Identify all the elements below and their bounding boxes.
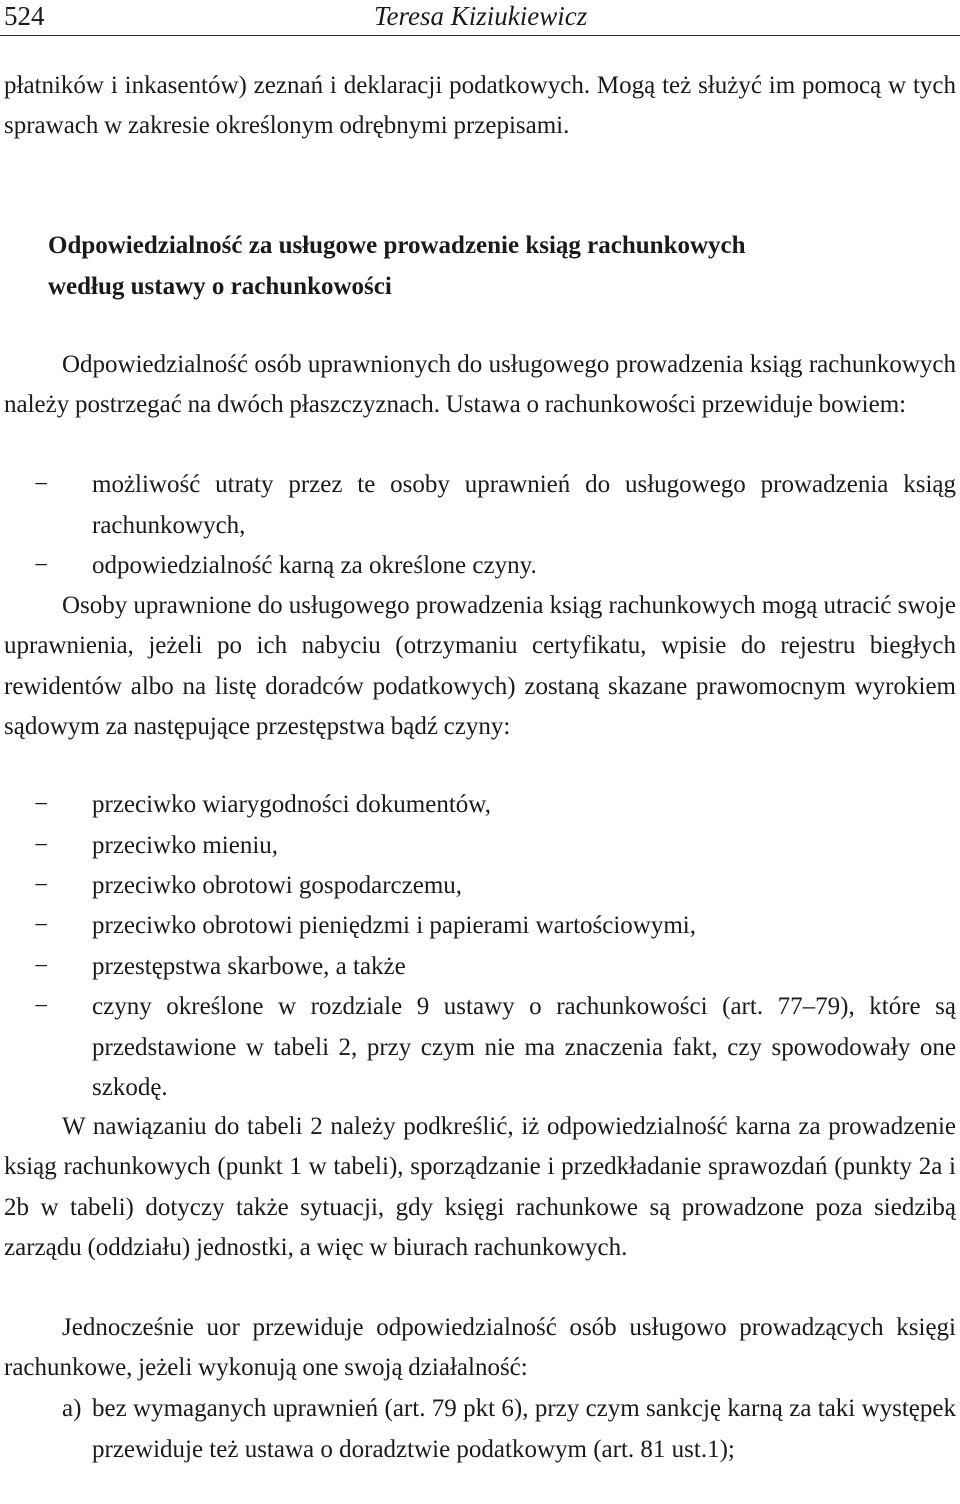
dash-marker: − [34, 993, 49, 1020]
list-item-text: czyny określone w rozdziale 9 ustawy o rachunkowości (art. 77–79), które są przedstawione w tabeli 2, przy czym nie ma znaczenia fakt, czy spowodowały one szkodę. [92, 993, 956, 1101]
list-item-text: przeciwko obrotowi gospodarczemu, [92, 872, 463, 899]
list-item [4, 906, 956, 947]
dash-marker: − [34, 552, 49, 579]
list-item-text: bez wymaganych uprawnień (art. 79 pkt 6), przy czym sankcję karną za taki występek przewiduje też ustawa o doradztwie podatkowym (art. 81 ust.1); [92, 1395, 956, 1463]
section-heading-line-1 [4, 226, 934, 267]
paragraph-3: W nawiązaniu do tabeli 2 należy podkreślić, iż odpowiedzialność karna za prowadzenie ksiąg rachunkowych (punkt 1 w tabeli), sporządzanie i przedkładanie sprawozdań (punkty 2a i 2b w tabeli) dotyczy także sytuacji, gdy księgi rachunkowe są prowadzone poza siedzibą zarządu (oddziału) jednostki, a więc w biurach rachunkowych. [4, 1113, 956, 1262]
list-item [4, 785, 956, 826]
dash-marker: − [34, 872, 49, 899]
paragraph-1: Odpowiedzialność osób uprawnionych do usługowego prowadzenia ksiąg rachunkowych należy postrzegać na dwóch płaszczyznach. Ustawa o rachunkowości przewiduje bowiem: [4, 351, 956, 419]
list-item-text: przeciwko mieniu, [92, 832, 279, 859]
list-item-text: przeciwko wiarygodności dokumentów, [92, 791, 491, 818]
list-item [4, 866, 956, 907]
running-header [4, 0, 956, 32]
section-heading [4, 226, 934, 307]
header-rule [0, 35, 960, 36]
paragraph-2: Osoby uprawnione do usługowego prowadzenia ksiąg rachunkowych mogą utracić swoje uprawnienia, jeżeli po ich nabyciu (otrzymaniu certyfikatu, wpisie do rejestru biegłych rewidentów albo na listę doradców podatkowych) zostaną skazane prawomocnym wyrokiem sądowym za następujące przestępstwa bądź czyny: [4, 592, 956, 741]
list-item [4, 1389, 956, 1470]
letter-marker: a) [62, 1395, 82, 1422]
list-item [4, 987, 956, 1109]
running-header-author: Teresa Kiziukiewicz [374, 1, 588, 31]
intro-paragraph: płatników i inkasentów) zeznań i deklaracji podatkowych. Mogą też służyć im pomocą w tych sprawach w zakresie określonym odrębnymi przepisami. [4, 72, 956, 140]
list-item [4, 465, 956, 546]
list-item [4, 826, 956, 867]
list-item-text: przeciwko obrotowi pieniędzmi i papierami wartościowymi, [92, 912, 696, 939]
section-title-part-2: według ustawy o rachunkowości [48, 272, 392, 300]
section-title-part-1: Odpowiedzialność za usługowe prowadzenie ksiąg rachunkowych [48, 232, 746, 259]
list-item-text: odpowiedzialność karną za określone czyny. [92, 552, 537, 579]
dash-marker: − [34, 953, 49, 980]
page-number: 524 [4, 1, 45, 31]
list-item [4, 546, 956, 587]
dash-marker: − [34, 471, 49, 498]
dash-marker: − [34, 912, 49, 939]
dash-marker: − [34, 832, 49, 859]
dash-marker: − [34, 791, 49, 818]
section-number [4, 226, 48, 267]
paragraph-4: Jednocześnie uor przewiduje odpowiedzialność osób usługowo prowadzących księgi rachunkowe, jeżeli wykonują one swoją działalność: [4, 1314, 956, 1382]
list-item [4, 947, 956, 988]
list-item-text: możliwość utraty przez te osoby uprawnień do usługowego prowadzenia ksiąg rachunkowych, [92, 471, 956, 539]
list-item-text: przestępstwa skarbowe, a także [92, 953, 406, 980]
